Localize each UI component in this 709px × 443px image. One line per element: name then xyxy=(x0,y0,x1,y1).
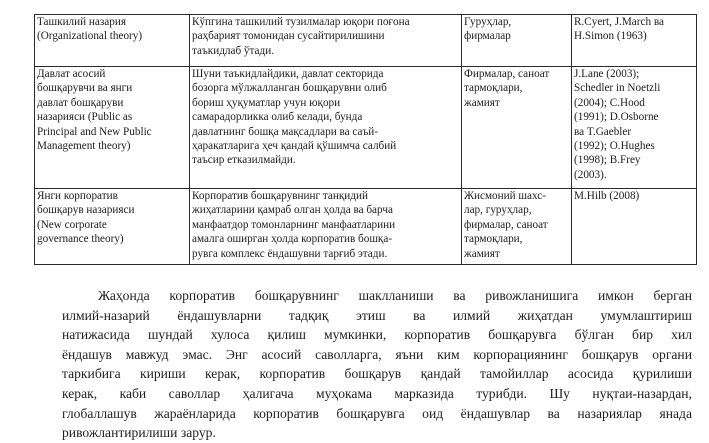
subjects-cell: Гуруҳлар, фирмалар xyxy=(462,15,572,67)
paragraph-line: илмий-назарий ёндашувларни тадқиқ этиш ва илмий жиҳатдан умумлаштириш xyxy=(62,307,692,323)
table-row xyxy=(35,15,697,67)
paragraph-line: таркибига кириши керак, корпоратив бошқарув қандай тамойиллар асосида қурилиши xyxy=(62,366,692,382)
theories-table-container xyxy=(34,14,696,265)
description-cell: Корпоратив бошқарувнинг танқидий жиҳатларини қамраб олган ҳолда ва барча манфаатдор томонларнинг манфаатларини амалга оширган ҳолда корпоратив бошқа- рувга комплекс ёндашувни тарғиб этади. xyxy=(190,189,462,265)
authors-cell: R.Cyert, J.March ва H.Simon (1963) xyxy=(572,15,697,67)
subjects-cell: Жисмоний шахс- лар, гуруҳлар, фирмалар, саноат тармоқлари, жамият xyxy=(462,189,572,265)
subjects-cell: Фирмалар, саноат тармоқлари, жамият xyxy=(462,67,572,189)
paragraph-line: керак, каби саволлар ҳалигача муҳокама марказида турибди. Шу нуқтаи-назардан, xyxy=(62,385,692,401)
table-row xyxy=(35,67,697,189)
paragraph-line: ривожлантирилиши зарур. xyxy=(62,425,216,441)
description-cell: Шуни таъкидлайдики, давлат секторида бозорга мўлжалланган бошқарувни олиб бориш ҳуқуматлар учун юқори самарадорликка олиб келади, бунда давлатнинг бошқа мақсадлари ва саъй- ҳаракатларига ҳеч қандай қўшимча салбий таъсир етказилмайди. xyxy=(190,67,462,189)
theory-cell: Ташкилий назария (Organizational theory) xyxy=(35,15,190,67)
description-cell: Кўпгина ташкилий тузилмалар юқори поғона раҳбарият томонидан сусайтирилишини таъкидлаб ўтади. xyxy=(190,15,462,67)
authors-cell: M.Hilb (2008) xyxy=(572,189,697,265)
table-row xyxy=(35,189,697,265)
body-paragraph xyxy=(62,286,692,443)
paragraph-line: Жаҳонда корпоратив бошқарувнинг шаклланиши ва ривожланишига имкон берган xyxy=(98,288,692,303)
theories-table xyxy=(34,14,697,265)
theory-cell: Давлат асосий бошқарувчи ва янги давлат бошқаруви назарияси (Public as Principal and New Public Management theory) xyxy=(35,67,190,189)
paragraph-line: глобаллашув жараёнларида корпоратив бошқарувга оид ёндашувлар ва назариялар янада xyxy=(62,405,692,421)
authors-cell: J.Lane (2003); Schedler in Noetzli (2004); C.Hood (1991); D.Osborne ва T.Gaebler (1992); O.Hughes (1998); B.Frey (2003). xyxy=(572,67,697,189)
paragraph-line: ёндашув мавжуд эмас. Энг асосий саволларга, яъни ким корпорациянинг бошқарув органи xyxy=(62,346,692,362)
theory-cell: Янги корпоратив бошқарув назарияси (New corporate governance theory) xyxy=(35,189,190,265)
paragraph-line: натижасида шундай хулоса қилиш мумкинки, корпоратив бошқарувга бўлган бир хил xyxy=(62,327,692,343)
